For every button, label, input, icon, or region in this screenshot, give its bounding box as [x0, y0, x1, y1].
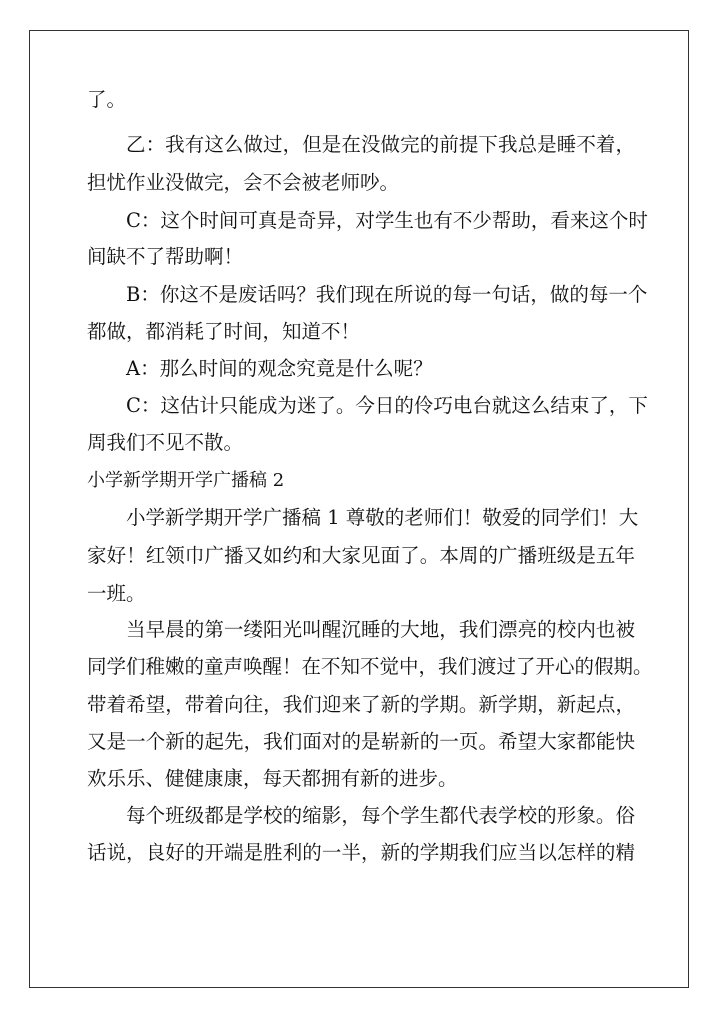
text-line: 一班。: [87, 582, 146, 605]
text-line: 都做，都消耗了时间，知道不！: [87, 320, 361, 343]
text-line: B：你这不是废话吗？我们现在所说的每一句话，做的每一个: [126, 283, 648, 306]
text-line: 带着希望，带着向往，我们迎来了新的学期。新学期，新起点，: [87, 693, 635, 716]
text-line: A：那么时间的观念究竟是什么呢？: [126, 357, 433, 380]
section-heading: 小学新学期开学广播稿 2: [87, 470, 285, 491]
text-line: 周我们不见不散。: [87, 431, 244, 454]
text-line: 话说，良好的开端是胜利的一半，新的学期我们应当以怎样的精: [87, 841, 635, 864]
text-line: 欢乐乐、健健康康，每天都拥有新的进步。: [87, 767, 458, 790]
text-line: C：这估计只能成为迷了。今日的伶巧电台就这么结束了，下: [126, 394, 648, 417]
text-line: 担忧作业没做完，会不会被老师吵。: [87, 171, 400, 194]
text-line: 当早晨的第一缕阳光叫醒沉睡的大地，我们漂亮的校内也被: [126, 618, 635, 641]
text-line: 每个班级都是学校的缩影，每个学生都代表学校的形象。俗: [126, 804, 635, 827]
text-line: 间缺不了帮助啊！: [87, 245, 244, 268]
text-line: 家好！红领巾广播又如约和大家见面了。本周的广播班级是五年: [87, 544, 635, 567]
text-line: C：这个时间可真是奇异，对学生也有不少帮助，看来这个时: [126, 209, 648, 232]
text-line: 又是一个新的起先，我们面对的是崭新的一页。希望大家都能快: [87, 730, 635, 753]
text-line: 同学们稚嫩的童声唤醒！在不知不觉中，我们渡过了开心的假期。: [87, 655, 653, 678]
text-line: 乙：我有这么做过，但是在没做完的前提下我总是睡不着，: [126, 133, 635, 156]
text-line: 了。: [87, 88, 127, 111]
text-line: 小学新学期开学广播稿 1 尊敬的老师们！敬爱的同学们！大: [126, 506, 639, 529]
